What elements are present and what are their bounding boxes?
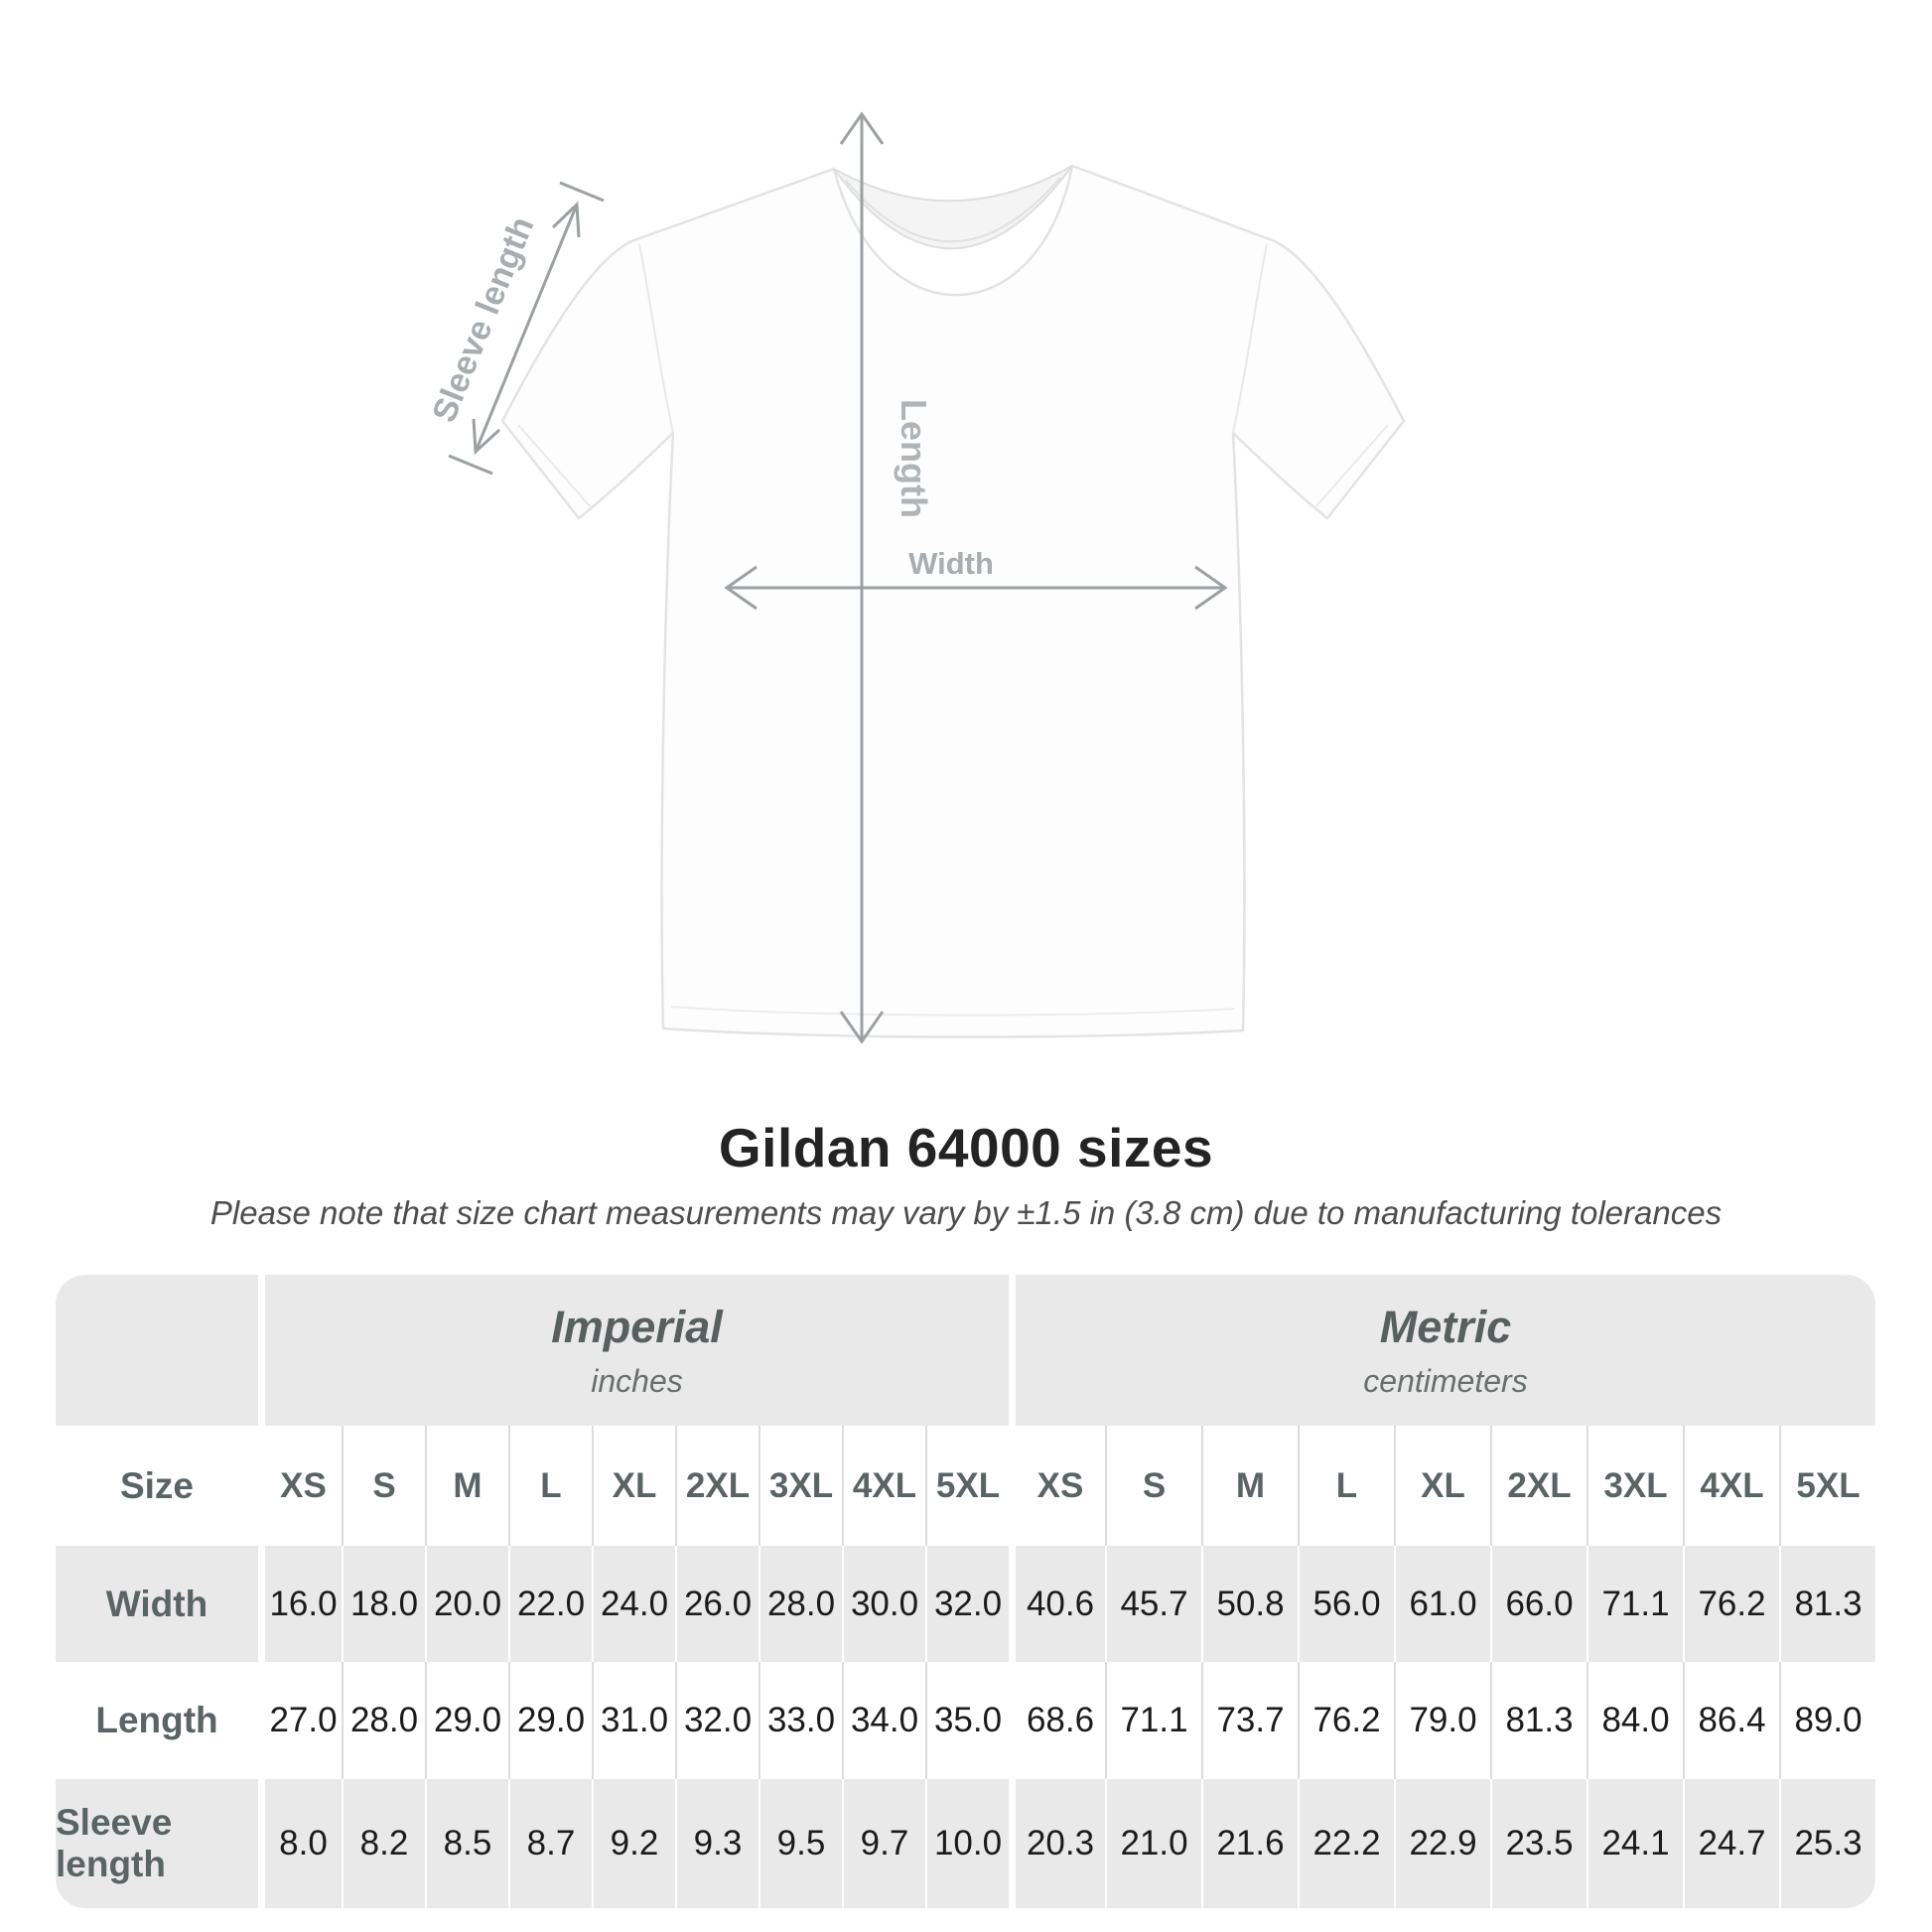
- tolerance-note: Please note that size chart measurements may vary by ±1.5 in (3.8 cm) due to manufacturing tolerances: [209, 1194, 1723, 1231]
- size-table: [56, 1275, 1875, 1908]
- length-imperial-5xl: 35.0: [925, 1662, 1009, 1779]
- size-header-metric-l: L: [1298, 1426, 1394, 1546]
- length-metric-m: 73.7: [1201, 1662, 1298, 1779]
- sleeve-length-imperial-xs: 8.0: [258, 1779, 342, 1908]
- width-imperial-s: 18.0: [342, 1546, 425, 1662]
- width-metric-l: 56.0: [1298, 1546, 1394, 1662]
- sleeve-end-tick-top: [560, 183, 604, 201]
- width-imperial-l: 22.0: [508, 1546, 592, 1662]
- width-imperial-3xl: 28.0: [759, 1546, 842, 1662]
- length-metric-3xl: 84.0: [1587, 1662, 1683, 1779]
- width-imperial-5xl: 32.0: [925, 1546, 1009, 1662]
- length-label: Length: [894, 399, 934, 518]
- size-header-imperial-2xl: 2XL: [675, 1426, 759, 1546]
- tshirt-body: [502, 166, 1404, 1037]
- sleeve-length-imperial-2xl: 9.3: [675, 1779, 759, 1908]
- metric-unit-label: centimeters: [1363, 1362, 1528, 1399]
- page-title: Gildan 64000 sizes: [718, 1117, 1214, 1178]
- sleeve-length-metric-xl: 22.9: [1394, 1779, 1490, 1908]
- width-metric-xl: 61.0: [1394, 1546, 1490, 1662]
- sleeve-length-metric-xs: 20.3: [1009, 1779, 1105, 1908]
- size-header-metric-xs: XS: [1009, 1426, 1105, 1546]
- length-imperial-m: 29.0: [425, 1662, 508, 1779]
- group-header-metric: [1009, 1275, 1875, 1426]
- width-metric-2xl: 66.0: [1490, 1546, 1587, 1662]
- length-imperial-3xl: 33.0: [759, 1662, 842, 1779]
- sleeve-length-label: Sleeve length: [425, 211, 542, 428]
- sleeve-length-imperial-3xl: 9.5: [759, 1779, 842, 1908]
- length-imperial-xl: 31.0: [592, 1662, 675, 1779]
- length-imperial-s: 28.0: [342, 1662, 425, 1779]
- length-imperial-2xl: 32.0: [675, 1662, 759, 1779]
- imperial-label: Imperial: [551, 1301, 723, 1352]
- size-header-metric-5xl: 5XL: [1779, 1426, 1875, 1546]
- width-imperial-4xl: 30.0: [842, 1546, 925, 1662]
- width-row-label: Width: [56, 1546, 258, 1662]
- sleeve-length-imperial-4xl: 9.7: [842, 1779, 925, 1908]
- width-metric-s: 45.7: [1105, 1546, 1201, 1662]
- sleeve-length-imperial-m: 8.5: [425, 1779, 508, 1908]
- length-metric-s: 71.1: [1105, 1662, 1201, 1779]
- length-metric-4xl: 86.4: [1683, 1662, 1779, 1779]
- width-imperial-xs: 16.0: [258, 1546, 342, 1662]
- size-header-metric-s: S: [1105, 1426, 1201, 1546]
- size-header-imperial-xl: XL: [592, 1426, 675, 1546]
- group-header-spacer: [56, 1275, 258, 1426]
- length-metric-xs: 68.6: [1009, 1662, 1105, 1779]
- length-imperial-4xl: 34.0: [842, 1662, 925, 1779]
- sleeve-length-metric-m: 21.6: [1201, 1779, 1298, 1908]
- size-header-imperial-3xl: 3XL: [759, 1426, 842, 1546]
- length-row-label: Length: [56, 1662, 258, 1779]
- size-header-metric-xl: XL: [1394, 1426, 1490, 1546]
- size-header-imperial-4xl: 4XL: [842, 1426, 925, 1546]
- width-imperial-xl: 24.0: [592, 1546, 675, 1662]
- size-header-metric-2xl: 2XL: [1490, 1426, 1587, 1546]
- length-metric-l: 76.2: [1298, 1662, 1394, 1779]
- size-header-imperial-xs: XS: [258, 1426, 342, 1546]
- sleeve-end-tick-bottom: [449, 456, 492, 474]
- width-metric-5xl: 81.3: [1779, 1546, 1875, 1662]
- size-column-header: Size: [56, 1426, 258, 1546]
- width-label: Width: [908, 546, 994, 581]
- sleeve-length-metric-4xl: 24.7: [1683, 1779, 1779, 1908]
- sleeve-length-imperial-s: 8.2: [342, 1779, 425, 1908]
- length-imperial-l: 29.0: [508, 1662, 592, 1779]
- width-metric-4xl: 76.2: [1683, 1546, 1779, 1662]
- width-metric-xs: 40.6: [1009, 1546, 1105, 1662]
- sleeve-length-imperial-l: 8.7: [508, 1779, 592, 1908]
- sleeve-length-metric-2xl: 23.5: [1490, 1779, 1587, 1908]
- metric-label: Metric: [1379, 1301, 1512, 1352]
- group-header-imperial: [258, 1275, 1009, 1426]
- imperial-unit-label: inches: [591, 1362, 683, 1399]
- width-imperial-m: 20.0: [425, 1546, 508, 1662]
- size-header-imperial-5xl: 5XL: [925, 1426, 1009, 1546]
- size-header-imperial-l: L: [508, 1426, 592, 1546]
- size-header-imperial-m: M: [425, 1426, 508, 1546]
- size-header-metric-m: M: [1201, 1426, 1298, 1546]
- width-metric-m: 50.8: [1201, 1546, 1298, 1662]
- sleeve-length-metric-s: 21.0: [1105, 1779, 1201, 1908]
- sleeve-length-metric-3xl: 24.1: [1587, 1779, 1683, 1908]
- length-metric-2xl: 81.3: [1490, 1662, 1587, 1779]
- sleeve-length-row-label: Sleeve length: [56, 1779, 258, 1908]
- sleeve-length-metric-l: 22.2: [1298, 1779, 1394, 1908]
- width-imperial-2xl: 26.0: [675, 1546, 759, 1662]
- length-imperial-xs: 27.0: [258, 1662, 342, 1779]
- tshirt-collar: [834, 166, 1072, 248]
- length-metric-5xl: 89.0: [1779, 1662, 1875, 1779]
- width-metric-3xl: 71.1: [1587, 1546, 1683, 1662]
- size-header-metric-3xl: 3XL: [1587, 1426, 1683, 1546]
- sleeve-length-metric-5xl: 25.3: [1779, 1779, 1875, 1908]
- length-metric-xl: 79.0: [1394, 1662, 1490, 1779]
- sleeve-length-imperial-xl: 9.2: [592, 1779, 675, 1908]
- size-header-imperial-s: S: [342, 1426, 425, 1546]
- sleeve-length-imperial-5xl: 10.0: [925, 1779, 1009, 1908]
- size-header-metric-4xl: 4XL: [1683, 1426, 1779, 1546]
